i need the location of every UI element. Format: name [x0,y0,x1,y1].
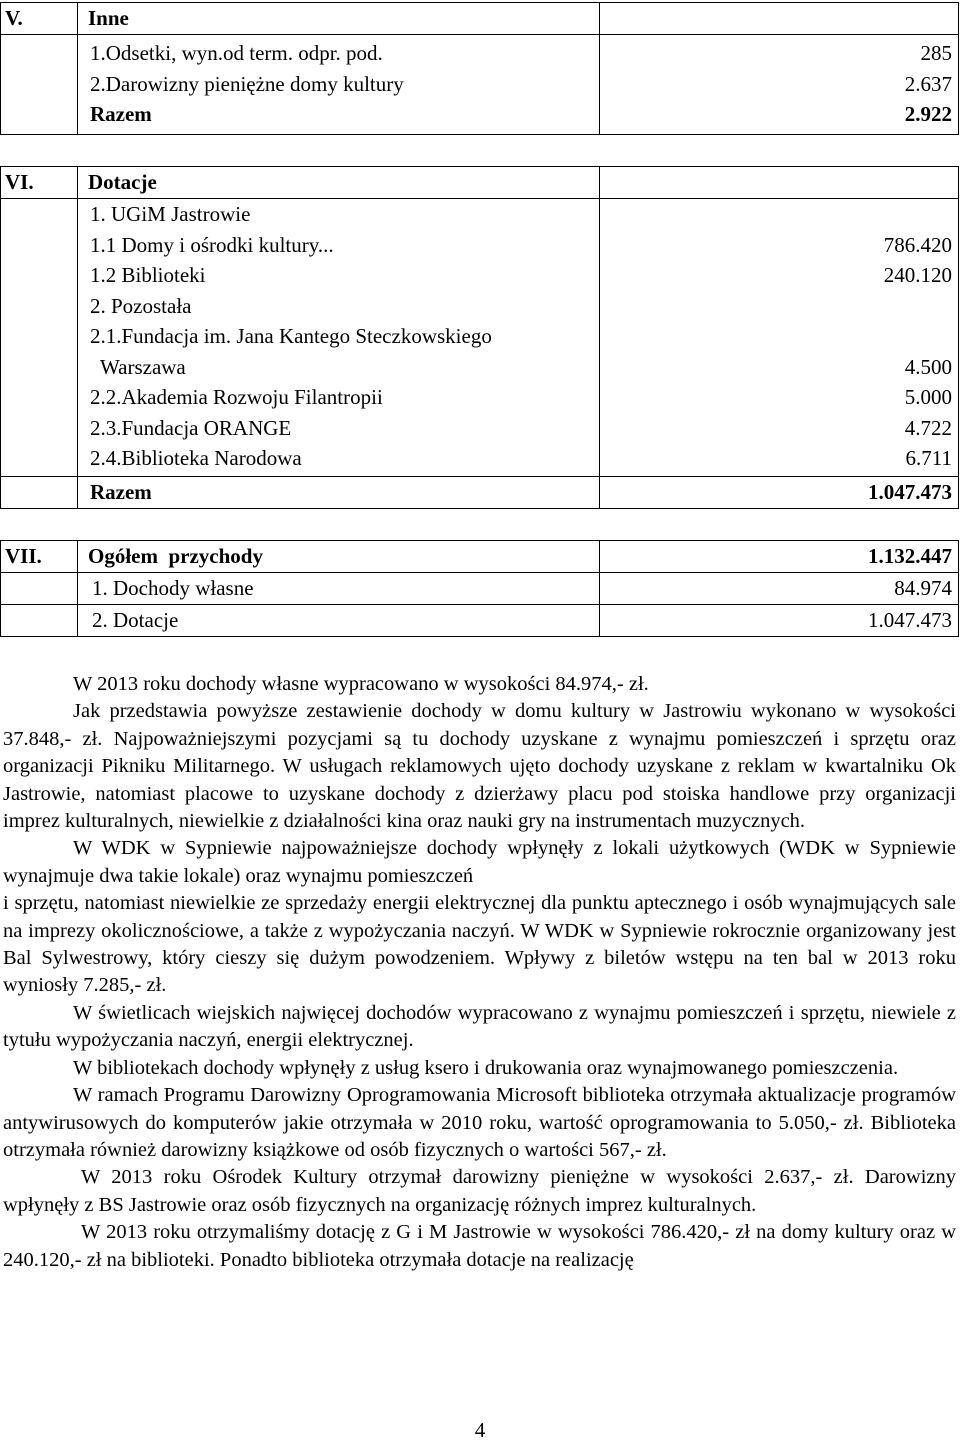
total-row-value: 1.047.473 [600,605,959,637]
grant-item-label: 1. UGiM Jastrowie [90,202,251,226]
section-vi-numeral: VI. [1,167,78,199]
grant-item-value: 6.711 [905,446,952,470]
section-vi-labels [78,199,600,477]
grant-item-label: 1.1 Domy i ośrodki kultury... [90,232,334,257]
section-vii-total-value: 1.132.447 [600,541,959,573]
section-vii-table [0,540,959,637]
grant-item-value: 4.722 [904,415,952,440]
grant-item-label: 2.3.Fundacja ORANGE [90,415,292,440]
total-row-label: 1. Dochody własne [78,573,600,605]
section-vi-table [0,166,959,509]
grant-item-value [600,321,952,352]
grant-item-value [600,199,952,230]
body-text [3,671,956,1274]
paragraph: W 2013 roku otrzymaliśmy dotację z G i M Jastrowie w wysokości 786.420,- zł na domy kultury oraz w 240.120,- zł na biblioteki. Ponadto biblioteka otrzymała dotacje na realizację [3,1221,956,1271]
section-vi-total-label: Razem [90,479,152,504]
section-v-total-label: Razem [90,102,152,126]
grant-item-value: 240.120 [883,263,952,287]
grant-item-label: 2. Pozostała [90,293,192,318]
paragraph: Jak przedstawia powyższe zestawienie dochody w domu kultury w Jastrowiu wykonano w wysokości 37.848,- zł. Najpoważniejszymi pozycjami są tu dochody uzyskane z wynajmu pomieszczeń i sprzętu oraz organizacji Pikniku Militarnego. W usługach reklamowych ujęto dochody uzyskane z reklam w kwartalniku Ok Jastrowie, natomiast placowe to uzyskane dochody z dzierżawy placu pod stoiska handlowe przy organizacji imprez kulturalnych, niewielkie z działalności kina oraz nauki gry na instrumentach muzycznych. [3,700,956,833]
grant-item-value [600,291,952,322]
section-vi-total-value: 1.047.473 [868,479,952,504]
grant-item-value: 786.420 [883,232,952,257]
grant-item-label: 2.2.Akademia Rozwoju Filantropii [90,385,383,409]
income-item-value: 2.637 [904,71,952,96]
grant-item-label: 1.2 Biblioteki [90,263,206,287]
section-vii-title: Ogółem przychody [78,541,600,573]
section-v-table [0,2,959,135]
page-number: 4 [474,1418,486,1442]
grant-item-label: 2.4.Biblioteka Narodowa [90,446,302,470]
section-vii-numeral: VII. [1,541,78,573]
paragraph: W bibliotekach dochody wpłynęły z usług ksero i drukowania oraz wynajmowanego pomieszczenia. [73,1056,899,1079]
paragraph: W ramach Programu Darowizny Oprogramowania Microsoft biblioteka otrzymała aktualizacje programów antywirusowych do komputerów jakie otrzymała w 2010 roku, wartość oprogramowania to 5.050,- zł. Biblioteka otrzymała również darowizny książkowe od osób fizycznych o wartości 567,- zł. [3,1084,956,1161]
section-v-numeral: V. [1,3,78,35]
income-item-value: 285 [920,41,952,65]
paragraph: W 2013 roku dochody własne wypracowano w wysokości 84.974,- zł. [73,673,649,695]
paragraph: W WDK w Sypniewie najpoważniejsze dochody wpłynęły z lokali użytkowych (WDK w Sypniewie wynajmuje dwa takie lokale) oraz wynajmu pomieszczeń [3,837,956,887]
section-v-title: Inne [78,3,600,35]
income-item-label: 1.Odsetki, wyn.od term. odpr. pod. [90,41,383,65]
paragraph: W 2013 roku Ośrodek Kultury otrzymał darowizny pieniężne w wysokości 2.637,- zł. Darowizny wpłynęły z BS Jastrowie oraz osób fizycznych na organizację różnych imprez kulturalnych. [3,1166,956,1216]
paragraph: i sprzętu, natomiast niewielkie ze sprzedaży energii elektrycznej dla punktu aptecznego i osób wynajmujących sale na imprezy okolicznościowe, a także z wypożyczania naczyń. W WDK w Sypniewie rokrocznie organizowany jest Bal Sylwestrowy, który cieszy się dużym powodzeniem. Wpływy z biletów wstępu na ten bal w 2013 roku wyniosły 7.285,- zł. [3,892,956,997]
grant-item-label: 2.1.Fundacja im. Jana Kantego Steczkowskiego [90,324,492,348]
section-v-labels [78,35,600,135]
grant-item-label: Warszawa [100,354,186,379]
section-v-total-value: 2.922 [904,102,952,126]
total-row-value: 84.974 [600,573,959,605]
section-v-values [600,35,959,135]
income-item-label: 2.Darowizny pieniężne domy kultury [90,71,404,96]
grant-item-value: 5.000 [904,385,952,409]
section-vi-values [600,199,959,477]
grant-item-value: 4.500 [904,354,952,379]
total-row-label: 2. Dotacje [78,605,600,637]
section-vi-title: Dotacje [78,167,600,199]
paragraph: W świetlicach wiejskich najwięcej dochodów wypracowano z wynajmu pomieszczeń i sprzętu, niewiele z tytułu wypożyczania naczyń, energii elektrycznej. [3,1001,956,1052]
